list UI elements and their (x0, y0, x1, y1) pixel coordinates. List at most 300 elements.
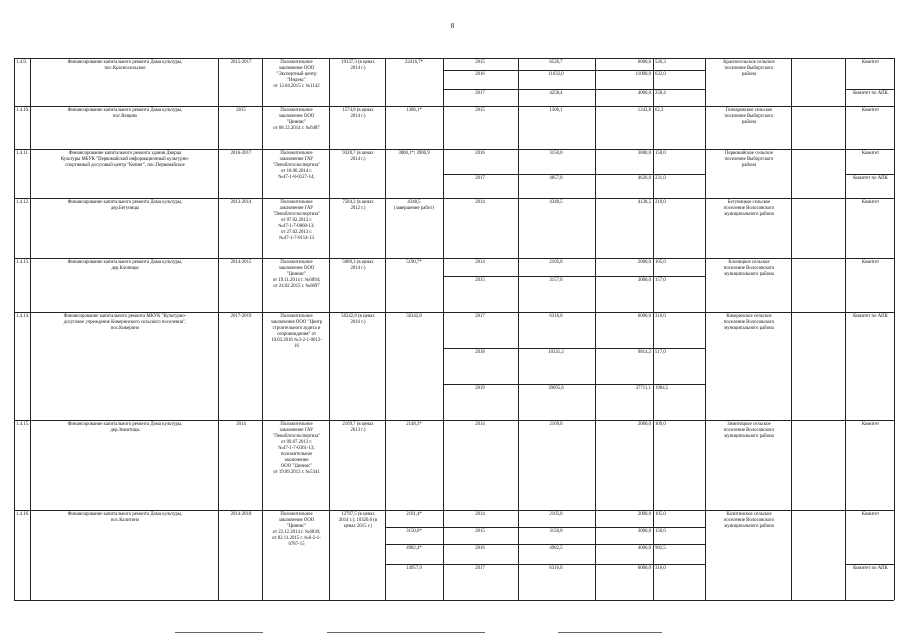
committee: Комитет (861, 200, 880, 205)
table-rule (262, 58, 263, 106)
table-rule (14, 149, 15, 198)
table-rule (791, 420, 792, 510)
expertise-text: "Циннис" (286, 120, 307, 125)
estimate-text: 2014 г.) (350, 66, 366, 71)
table-rule (845, 198, 846, 258)
cost-value: 22416,7* (405, 60, 423, 65)
table-rule (845, 312, 846, 420)
committee: Комитет (861, 422, 880, 427)
recipient-text: муниципального района (724, 272, 774, 277)
table-rule (385, 58, 386, 106)
local-value: 105,0 (655, 512, 666, 517)
table-rule (705, 198, 706, 258)
expertise-text: строительного аудита и (272, 326, 321, 331)
expertise-text: положительное (280, 452, 313, 457)
table-rule (894, 510, 895, 600)
table-rule (595, 106, 596, 149)
expertise-text: от 22.12.2014 г. №6830; (272, 530, 321, 535)
table-rule (262, 510, 263, 600)
table-rule (385, 510, 386, 600)
section-number: 1.4.11. (16, 151, 30, 156)
recipient-text: Кикеринское сельское (726, 314, 772, 319)
regional-value: 6000,0 (637, 314, 651, 319)
table-rule (845, 510, 846, 600)
year: 2014 (475, 260, 485, 265)
expertise-text: заключение ООО (278, 518, 315, 523)
table-rule (845, 564, 894, 565)
table-rule (595, 312, 596, 420)
table-rule (443, 70, 705, 71)
table-rule (30, 312, 31, 420)
cost-value: 14957,9 (406, 566, 422, 571)
period: 2016-2017 (230, 151, 252, 156)
total-value: 2169,0 (549, 422, 563, 427)
recipient-text: муниципального района (724, 434, 774, 439)
period: 2013-2014 (230, 200, 252, 205)
table-rule (14, 198, 15, 258)
table-rule (595, 258, 596, 312)
regional-value: 6000,0 (637, 60, 651, 65)
local-value: 316,0 (655, 314, 666, 319)
table-rule (30, 510, 31, 600)
table-rule (329, 106, 330, 149)
table-rule (30, 420, 31, 510)
table-rule (14, 58, 894, 59)
expertise-text: от 19.09.2013 г. №5341 (273, 470, 320, 475)
estimate-text: 5080,3 (в ценах (342, 260, 374, 265)
table-rule (262, 420, 263, 510)
local-value: 150,0 (655, 529, 666, 534)
cost-value: 3800,1*; 3906,9 (398, 151, 430, 156)
table-rule (14, 312, 894, 313)
year: 2014 (475, 512, 485, 517)
year: 2017 (475, 314, 485, 319)
regional-value: 6000,0 (637, 566, 651, 571)
table-rule (14, 258, 894, 259)
table-rule (14, 106, 15, 149)
expertise-text: "Индекс" (287, 78, 306, 83)
table-rule (518, 58, 519, 106)
cost-value: 56342,8 (406, 314, 422, 319)
local-value: 316,0 (655, 566, 666, 571)
estimate-text: 1574,0 (в ценах (342, 108, 374, 113)
table-rule (14, 312, 15, 420)
table-rule (791, 312, 792, 420)
table-rule (705, 58, 706, 106)
cost-value: 2101,4* (406, 512, 422, 517)
table-rule (14, 600, 894, 601)
expertise-text: заключение ГАУ (279, 157, 314, 162)
section-title: пос.Кикерино (110, 326, 140, 331)
estimate-text: 2016 г.) (350, 320, 366, 325)
expertise-text: "Леноблгосэкспертиза" (272, 212, 321, 217)
local-value: 1984,5 (655, 386, 669, 391)
table-rule (218, 258, 219, 312)
expertise-text: №47-1-8-0127-14, (278, 175, 315, 180)
table-rule (14, 198, 894, 199)
table-rule (329, 149, 330, 198)
regional-value: 4000,0 (637, 91, 651, 96)
table-rule (218, 198, 219, 258)
expertise-text: №47-1-7-0060-13; (278, 224, 315, 229)
section-number: 1.4.15. (16, 422, 30, 427)
section-title: пос.Красносельское (104, 66, 146, 71)
expertise-text: "Циннис" (286, 272, 307, 277)
recipient-text: поселение Выборгского (724, 114, 774, 119)
recipient-text: Гончаровское сельское (725, 108, 773, 113)
regional-value: 3000,0 (637, 529, 651, 534)
local-value: 526,3 (655, 60, 666, 65)
recipient-text: поселение Выборгского (724, 66, 774, 71)
table-rule (14, 510, 15, 600)
expertise-text: заключение ООО (278, 66, 315, 71)
expertise-text: 0787-15 (288, 542, 305, 547)
regional-value: 4626,0 (637, 176, 651, 181)
table-rule (894, 258, 895, 312)
section-title: Финансирование капитального ремонта Дома культуры, (67, 60, 183, 65)
section-number: 1.4.10. (16, 108, 30, 113)
page-number: 8 (450, 22, 455, 30)
period: 2015 (236, 108, 246, 113)
table-rule (845, 106, 846, 149)
table-rule (443, 89, 705, 90)
year: 2018 (475, 350, 485, 355)
table-rule (653, 198, 654, 258)
table-rule (329, 58, 330, 106)
table-rule (443, 106, 444, 149)
expertise-text: сопровождения" от (276, 332, 317, 337)
period: 2015-2017 (230, 60, 252, 65)
local-value: 982,5 (655, 546, 666, 551)
expertise-text: Положительное (280, 260, 313, 265)
table-rule (218, 312, 219, 420)
expertise-text: заключение ГАУ (279, 206, 314, 211)
estimate-text: 2169,7 (в ценах (342, 422, 374, 427)
table-rule (329, 198, 330, 258)
table-rule (30, 106, 31, 149)
recipient-text: Бегуницкое сельское (727, 200, 771, 205)
local-value: 157,0 (655, 278, 666, 283)
regional-value: 9814,2 (637, 350, 651, 355)
total-value: 6316,0 (549, 314, 563, 319)
local-value: 517,0 (655, 350, 666, 355)
year: 2017 (475, 566, 485, 571)
expertise-text: от 13.04.2015 г. №1142 (273, 84, 320, 89)
year: 2016 (475, 546, 485, 551)
estimate-text: 2014 г.) (350, 114, 366, 119)
section-title: дер.Бегуницы (110, 206, 140, 211)
expertise-text: заключение ООО (278, 266, 315, 271)
expertise-text: от 24.02.2015 г. №6697 (273, 284, 320, 289)
table-rule (518, 510, 519, 600)
table-rule (14, 106, 894, 107)
expertise-text: Положительное (280, 422, 313, 427)
table-rule (518, 198, 519, 258)
year: 2016 (475, 72, 485, 77)
expertise-text: заключение ООО (278, 114, 315, 119)
table-rule (14, 420, 894, 421)
table-rule (329, 420, 330, 510)
year: 2015 (475, 278, 485, 283)
estimate-text: 2013 г.) (350, 428, 366, 433)
section-title: пос.Вещево (112, 114, 138, 119)
recipient-text: Калитинское сельское (726, 512, 772, 517)
expertise-text: "Экспертный центр (276, 72, 317, 77)
recipient-text: района (741, 120, 757, 125)
committee: Комитет по АПК (853, 91, 888, 96)
regional-value: 37711,1 (635, 386, 651, 391)
table-rule (595, 58, 596, 106)
table-rule (262, 149, 263, 198)
table-rule (705, 106, 706, 149)
table-rule (30, 198, 31, 258)
committee: Комитет по АПК (853, 566, 888, 571)
table-rule (653, 510, 654, 600)
table-rule (845, 174, 894, 175)
expertise-text: от 19.11.2014 г. №6094; (272, 278, 321, 283)
table-rule (791, 149, 792, 198)
table-rule (705, 258, 706, 312)
expertise-text: 10.03.2016 №3-2-1-0012- (271, 338, 322, 343)
table-rule (518, 106, 519, 149)
local-value: 150,0 (655, 151, 666, 156)
table-rule (218, 420, 219, 510)
section-title: досуговое учреждение Кикеринского сельского поселения", (63, 320, 187, 325)
table-rule (14, 149, 894, 150)
section-number: 1.4.12. (16, 200, 30, 205)
table-rule (894, 106, 895, 149)
expertise-text: от 18.06.2014 г. (280, 169, 313, 174)
committee: Комитет (861, 512, 880, 517)
recipient-text: поселение Волосовского (723, 428, 775, 433)
estimate-text: 2014 г.) (350, 266, 366, 271)
table-rule (443, 276, 705, 277)
scan-artifact (175, 632, 263, 633)
expertise-text: №47-1-7-0114-13 (279, 236, 314, 241)
table-rule (262, 106, 263, 149)
table-rule (705, 420, 706, 510)
scan-artifact (327, 632, 485, 633)
table-rule (443, 510, 444, 600)
local-value: 62,3 (655, 108, 664, 113)
regional-value: 2000,0 (637, 260, 651, 265)
section-title: Финансирование капитального ремонта здания Дворца (68, 151, 182, 156)
table-rule (385, 544, 443, 545)
expertise-text: Положительное (280, 512, 313, 517)
expertise-text: "Леноблгосэкспертиза" (272, 434, 321, 439)
table-rule (385, 198, 386, 258)
expertise-text: №47-1-7-0361-13; (278, 446, 315, 451)
estimate-text: 2014 г.) (350, 157, 366, 162)
table-rule (894, 198, 895, 258)
estimate-text: 12787,5 (в ценах (341, 512, 375, 517)
table-rule (705, 149, 706, 198)
table-rule (385, 527, 443, 528)
expertise-text: от 08.12.2014 г. №6487 (273, 126, 320, 131)
cost-value: 5190,7* (406, 260, 422, 265)
period: 2014 (236, 422, 246, 427)
total-value: 11632,0 (548, 72, 564, 77)
table-rule (329, 258, 330, 312)
expertise-text: "Леноблгосэкспертиза" (272, 163, 321, 168)
period: 2014-2018 (230, 512, 252, 517)
table-rule (385, 149, 386, 198)
table-rule (218, 149, 219, 198)
table-rule (218, 106, 219, 149)
estimate-text: 7584,2 (в ценах (342, 200, 374, 205)
table-rule (595, 198, 596, 258)
table-rule (218, 58, 219, 106)
cost-value: 3150,0* (406, 529, 422, 534)
table-rule (894, 149, 895, 198)
expertise-text: от 27.02.2013 г. (280, 230, 313, 235)
section-title: Финансирование капитального ремонта Дома культуры, (67, 422, 183, 427)
estimate-text: 56242,8 (в ценах (341, 314, 375, 319)
expertise-text: Положительное (280, 60, 313, 65)
expertise-text: от 09.07.2013 г. (280, 440, 313, 445)
expertise-text: заключение ООО "Центр (270, 320, 323, 325)
table-rule (845, 258, 846, 312)
total-value: 4348,5 (549, 200, 563, 205)
expertise-text: Положительное (280, 108, 313, 113)
estimate-text: ценах 2015 г.) (343, 524, 372, 529)
table-rule (518, 420, 519, 510)
table-rule (845, 420, 846, 510)
period: 2014-2015 (230, 260, 252, 265)
table-rule (385, 258, 386, 312)
year: 2014 (475, 422, 485, 427)
total-value: 3150,0 (549, 529, 563, 534)
recipient-text: поселение Выборгского (724, 157, 774, 162)
table-rule (894, 58, 895, 106)
recipient-text: муниципального района (724, 212, 774, 217)
cost-value: 1306,1* (406, 108, 422, 113)
total-value: 3150,0 (549, 151, 563, 156)
committee: Комитет (861, 260, 880, 265)
recipient-text: поселение Волосовского (723, 206, 775, 211)
table-rule (845, 89, 894, 90)
section-number: 1.4.14. (16, 314, 30, 319)
section-title: Финансирование капитального ремонта Дома культуры, (67, 108, 183, 113)
year: 2014 (475, 200, 485, 205)
table-rule (653, 420, 654, 510)
table-rule (894, 312, 895, 420)
expertise-text: ООО "Циннис" (280, 464, 313, 469)
regional-value: 1243,8 (637, 108, 651, 113)
regional-value: 2000,0 (637, 512, 651, 517)
committee: Комитет по АПК (853, 176, 888, 181)
table-rule (653, 58, 654, 106)
regional-value: 3000,0 (637, 151, 651, 156)
table-rule (14, 510, 894, 511)
expertise-text: заключение ГАУ (279, 428, 314, 433)
table-rule (791, 106, 792, 149)
regional-value: 11000,0 (635, 72, 651, 77)
year: 2017 (475, 91, 485, 96)
table-rule (14, 58, 15, 106)
year: 2017 (475, 176, 485, 181)
committee: Комитет (861, 108, 880, 113)
table-rule (518, 312, 519, 420)
section-number: 1.4.9. (16, 60, 27, 65)
recipient-text: Зимитицкое сельское (727, 422, 771, 427)
scan-artifact (558, 632, 662, 633)
table-rule (385, 420, 386, 510)
local-value: 231,0 (655, 176, 666, 181)
total-value: 3157,0 (549, 278, 563, 283)
cost-value: 4982,4* (406, 546, 422, 551)
total-value: 4857,0 (549, 176, 563, 181)
total-value: 1306,1 (549, 108, 563, 113)
table-rule (30, 149, 31, 198)
table-rule (705, 312, 706, 420)
local-value: 632,0 (655, 72, 666, 77)
recipient-text: поселение Волосовского (723, 320, 775, 325)
table-rule (443, 174, 705, 175)
table-rule (791, 258, 792, 312)
table-rule (385, 312, 386, 420)
total-value: 6316,0 (549, 566, 563, 571)
table-rule (262, 258, 263, 312)
local-value: 105,0 (655, 260, 666, 265)
table-rule (791, 58, 792, 106)
year: 2019 (475, 386, 485, 391)
recipient-text: района (741, 72, 757, 77)
total-value: 4982,5 (549, 546, 563, 551)
table-rule (329, 510, 330, 600)
year: 2016 (475, 151, 485, 156)
table-rule (443, 348, 705, 349)
estimate-text: 19137,3 (в ценах (341, 60, 375, 65)
table-rule (705, 510, 706, 600)
committee: Комитет (861, 151, 880, 156)
table-rule (653, 312, 654, 420)
section-title: дер.Клопицы (111, 266, 139, 271)
table-rule (385, 564, 443, 565)
section-title: Финансирование капитального ремонта Дома культуры, (67, 512, 183, 517)
section-title: Финансирование капитального ремонта Дома культуры, (67, 260, 183, 265)
recipient-text: Первомайское сельское (725, 151, 773, 156)
expertise-text: "Циннис" (286, 524, 307, 529)
table-rule (329, 312, 330, 420)
table-rule (595, 420, 596, 510)
table-rule (443, 198, 444, 258)
regional-value: 2060,0 (637, 422, 651, 427)
local-value: 210,0 (655, 200, 666, 205)
estimate-text: 2012 г.) (350, 206, 366, 211)
cost-value: 4348,5 (407, 200, 421, 205)
section-title: Финансирование капитального ремонта МКУК "Культурно- (63, 314, 187, 319)
regional-value: 4000,0 (637, 546, 651, 551)
recipient-text: муниципального района (724, 524, 774, 529)
expertise-text: Положительное (280, 151, 313, 156)
expertise-text: Положительное (280, 200, 313, 205)
local-value: 258,4 (655, 91, 666, 96)
table-rule (518, 258, 519, 312)
recipient-text: Красносельское сельское (723, 60, 775, 65)
expertise-text: Положительное (280, 314, 313, 319)
recipient-text: Клопицкое сельское (728, 260, 770, 265)
cost-value: (завершение работ) (394, 206, 434, 211)
table-rule (791, 510, 792, 600)
total-value: 2105,0 (549, 512, 563, 517)
regional-value: 4138,5 (637, 200, 651, 205)
table-rule (443, 527, 705, 528)
year: 2015 (475, 60, 485, 65)
year: 2015 (475, 108, 485, 113)
recipient-text: муниципального района (724, 326, 774, 331)
table-rule (443, 258, 444, 312)
